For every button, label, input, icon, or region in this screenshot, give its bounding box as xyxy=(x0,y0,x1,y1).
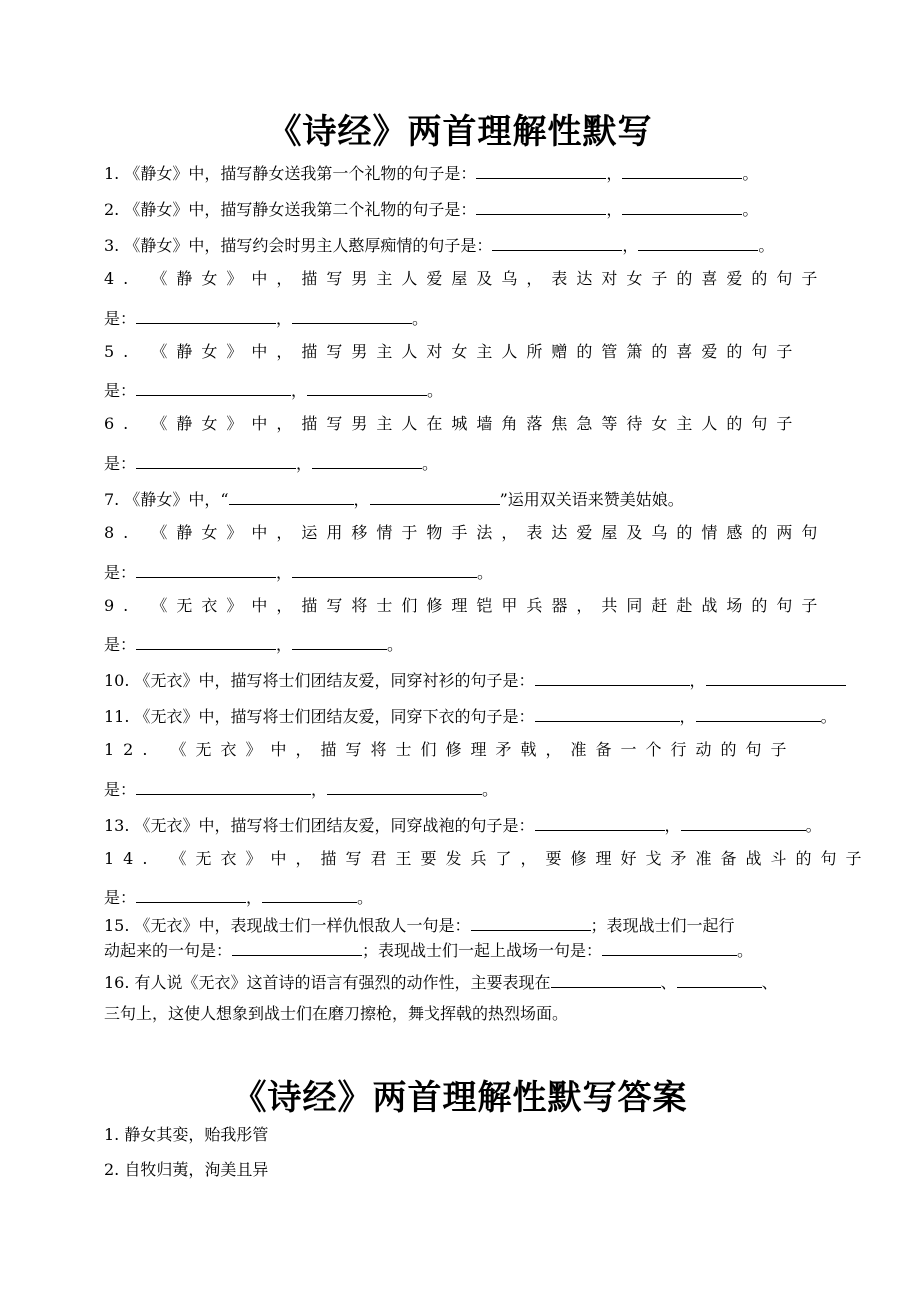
answer-blank[interactable] xyxy=(136,560,276,578)
answer-item: 2. 自牧归荑，洵美且异 xyxy=(104,1160,269,1179)
answer-blank[interactable] xyxy=(136,378,291,396)
answer-blank[interactable] xyxy=(535,704,680,722)
answer-blank[interactable] xyxy=(136,306,276,324)
answer-blank[interactable] xyxy=(136,632,276,650)
answer-blank[interactable] xyxy=(136,777,311,795)
answer-blank[interactable] xyxy=(476,161,606,179)
question-1: 1. 《静女》中，描写静女送我第一个礼物的句子是： ， 。 xyxy=(104,161,758,184)
answer-blank[interactable] xyxy=(492,233,622,251)
question-9-cont: 是： ， 。 xyxy=(104,632,403,655)
answer-blank[interactable] xyxy=(370,487,500,505)
question-8: 8. 《静女》中，运用移情于物手法，表达爱屋及乌的情感的两句 xyxy=(104,523,827,542)
question-16: 16. 有人说《无衣》这首诗的语言有强烈的动作性，主要表现在 、 、 xyxy=(104,970,778,993)
question-6: 6. 《静女》中，描写男主人在城墙角落焦急等待女主人的句子 xyxy=(104,414,802,433)
question-9: 9. 《无衣》中，描写将士们修理铠甲兵器，共同赶赴战场的句子 xyxy=(104,596,827,615)
question-14: 14. 《无衣》中，描写君王要发兵了，要修理好戈矛准备战斗的句子 xyxy=(104,849,871,868)
question-11: 11. 《无衣》中，描写将士们团结友爱，同穿下衣的句子是： ， 。 xyxy=(104,704,837,727)
answer-item: 1. 静女其娈，贻我彤管 xyxy=(104,1125,269,1144)
answer-blank[interactable] xyxy=(229,487,354,505)
question-12: 12. 《无衣》中，描写将士们修理矛戟，准备一个行动的句子 xyxy=(104,740,796,759)
answer-blank[interactable] xyxy=(292,306,412,324)
question-15: 15. 《无衣》中，表现战士们一样仇恨敌人一句是： ；表现战士们一起行 xyxy=(104,913,735,936)
answer-blank[interactable] xyxy=(292,560,477,578)
answer-blank[interactable] xyxy=(677,970,762,988)
answer-blank[interactable] xyxy=(706,668,846,686)
question-10: 10. 《无衣》中，描写将士们团结友爱，同穿衬衫的句子是： ， xyxy=(104,668,846,691)
answer-blank[interactable] xyxy=(136,885,246,903)
page-title: 《诗经》两首理解性默写 xyxy=(267,112,653,152)
question-5-cont: 是： ， 。 xyxy=(104,378,443,401)
answer-blank[interactable] xyxy=(622,161,742,179)
answer-blank[interactable] xyxy=(602,938,737,956)
answer-blank[interactable] xyxy=(535,668,690,686)
answer-blank[interactable] xyxy=(327,777,482,795)
answer-blank[interactable] xyxy=(696,704,821,722)
answer-blank[interactable] xyxy=(262,885,357,903)
answer-blank[interactable] xyxy=(292,632,387,650)
question-15-cont: 动起来的一句是： ；表现战士们一起上战场一句是： 。 xyxy=(104,938,753,961)
question-7: 7. 《静女》中，“ ， ”运用双关语来赞美姑娘。 xyxy=(104,487,684,510)
answer-title: 《诗经》两首理解性默写答案 xyxy=(232,1078,688,1118)
answer-blank[interactable] xyxy=(622,197,742,215)
answer-blank[interactable] xyxy=(476,197,606,215)
answer-blank[interactable] xyxy=(136,451,296,469)
answer-blank[interactable] xyxy=(551,970,661,988)
question-5: 5. 《静女》中，描写男主人对女主人所赠的管箫的喜爱的句子 xyxy=(104,342,802,361)
answer-blank[interactable] xyxy=(681,813,806,831)
question-8-cont: 是： ， 。 xyxy=(104,560,493,583)
answer-blank[interactable] xyxy=(535,813,665,831)
answer-blank[interactable] xyxy=(232,938,362,956)
answer-blank[interactable] xyxy=(638,233,758,251)
question-6-cont: 是： ， 。 xyxy=(104,451,438,474)
answer-blank[interactable] xyxy=(471,913,591,931)
question-12-cont: 是： ， 。 xyxy=(104,777,498,800)
question-3: 3. 《静女》中，描写约会时男主人憨厚痴情的句子是： ， 。 xyxy=(104,233,774,256)
question-2: 2. 《静女》中，描写静女送我第二个礼物的句子是： ， 。 xyxy=(104,197,758,220)
question-4-cont: 是： ， 。 xyxy=(104,306,428,329)
question-13: 13. 《无衣》中，描写将士们团结友爱，同穿战袍的句子是： ， 。 xyxy=(104,813,822,836)
question-14-cont: 是： ， 。 xyxy=(104,885,373,908)
question-4: 4. 《静女》中，描写男主人爱屋及乌，表达对女子的喜爱的句子 xyxy=(104,269,827,288)
question-16-cont: 三句上，这使人想象到战士们在磨刀擦枪，舞戈挥戟的热烈场面。 xyxy=(104,1004,569,1023)
answer-blank[interactable] xyxy=(312,451,422,469)
answer-blank[interactable] xyxy=(307,378,427,396)
